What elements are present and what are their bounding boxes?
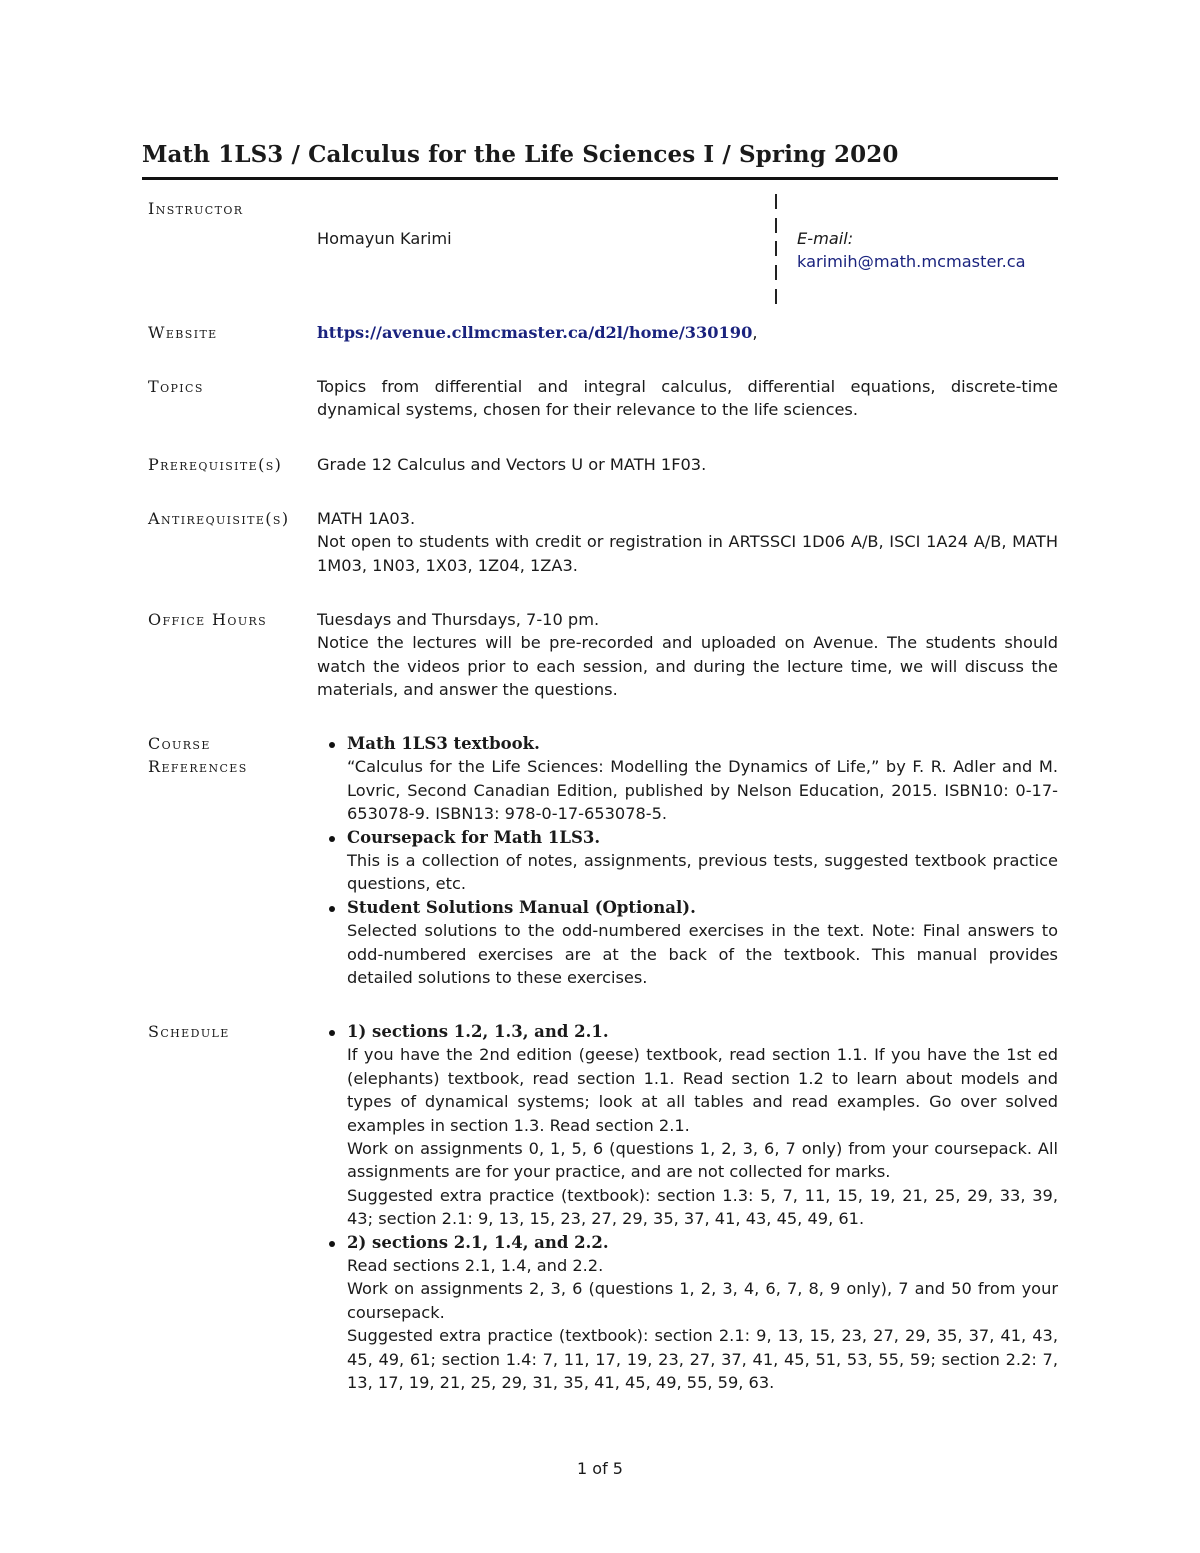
divider-segment — [775, 265, 777, 280]
antirequisites-line1: MATH 1A03. — [317, 509, 416, 528]
divider-segment — [775, 241, 777, 256]
bullet-icon — [329, 836, 335, 842]
schedule-heading: 1) sections 1.2, 1.3, and 2.1. — [347, 1022, 609, 1041]
list-item — [317, 732, 1058, 826]
antirequisites-line2: Not open to students with credit or registration in ARTSSCI 1D06 A/B, ISCI 1A24 A/B, MATH 1M03, 1N03, 1X03, 1Z04, 1ZA3. — [317, 532, 1058, 575]
schedule-list — [317, 1020, 1058, 1395]
schedule-label: Schedule — [148, 1022, 230, 1041]
topics-text: Topics from differential and integral calculus, differential equations, discrete-time dynamical systems, chosen for their relevance to the life sciences. — [317, 377, 1058, 420]
schedule-assignments: Work on assignments 2, 3, 6 (questions 1, 2, 3, 4, 6, 7, 8, 9 only), 7 and 50 from your coursepack. — [347, 1279, 1058, 1322]
schedule-reading: Read sections 2.1, 1.4, and 2.2. — [347, 1256, 604, 1276]
title-rule — [142, 177, 1058, 180]
schedule-heading: 2) sections 2.1, 1.4, and 2.2. — [347, 1232, 609, 1252]
topics-label: Topics — [148, 377, 204, 396]
divider-segment — [775, 218, 777, 233]
list-item — [317, 1231, 1058, 1395]
reference-text: “Calculus for the Life Sciences: Modelling the Dynamics of Life,” by F. R. Adler and M. Lovric, Second Canadian Edition, published by Nelson Education, 2015. ISBN10: 0-17-653078-9. ISBN13: 978-0-17-653078-5. — [347, 757, 1058, 824]
office-hours-text — [317, 608, 1058, 702]
antirequisites-label: Antirequisite(s) — [148, 509, 290, 528]
reference-heading: Math 1LS3 textbook. — [347, 734, 540, 753]
antirequisites-text — [317, 507, 1058, 577]
office-hours-line1: Tuesdays and Thursdays, 7-10 pm. — [317, 610, 600, 629]
prerequisites-text: Grade 12 Calculus and Vectors U or MATH 1F03. — [317, 455, 707, 474]
list-item — [317, 1020, 1058, 1231]
instructor-name: Homayun Karimi — [317, 229, 452, 248]
schedule-assignments: Work on assignments 0, 1, 5, 6 (questions 1, 2, 3, 6, 7 only) from your coursepack. All assignments are for your practice, and are not collected for marks. — [347, 1139, 1058, 1182]
page-title: Math 1LS3 / Calculus for the Life Sciences I / Spring 2020 — [142, 141, 899, 168]
divider-segment — [775, 289, 777, 304]
schedule-reading: If you have the 2nd edition (geese) textbook, read section 1.1. If you have the 1st ed (elephants) textbook, read section 1.1. Read section 1.2 to learn about models and types of dynamical systems; look at all tables and read examples. Go over solved examples in section 1.3. Read section 2.1. — [347, 1045, 1058, 1135]
list-item — [317, 826, 1058, 896]
office-hours-label: Office Hours — [148, 610, 268, 629]
references-label-line1: Course — [148, 734, 211, 753]
references-list — [317, 732, 1058, 989]
website-link[interactable]: https://avenue.cllmcmaster.ca/d2l/home/330190 — [317, 323, 753, 342]
website-label: Website — [148, 323, 218, 342]
email-label: E-mail: — [797, 229, 854, 248]
prerequisites-label: Prerequisite(s) — [148, 455, 283, 474]
bullet-icon — [329, 1241, 335, 1247]
reference-text: This is a collection of notes, assignments, previous tests, suggested textbook practice questions, etc. — [347, 851, 1058, 894]
website-suffix: , — [752, 323, 758, 342]
divider-segment — [775, 194, 777, 209]
schedule-practice: Suggested extra practice (textbook): section 1.3: 5, 7, 11, 15, 19, 21, 25, 29, 33, 39, 43; section 2.1: 9, 13, 15, 23, 27, 29, 35, 37, 41, 43, 45, 49, 61. — [347, 1185, 1058, 1229]
list-item — [317, 896, 1058, 990]
instructor-label: Instructor — [148, 199, 244, 218]
references-label-line2: References — [148, 757, 248, 777]
bullet-icon — [329, 1030, 335, 1036]
email-link[interactable]: karimih@math.mcmaster.ca — [797, 252, 1026, 271]
reference-heading: Student Solutions Manual (Optional). — [347, 897, 696, 917]
office-hours-line2: Notice the lectures will be pre-recorded and uploaded on Avenue. The students should watch the videos prior to each session, and during the lecture time, we will discuss the materials, and answer the questions. — [317, 633, 1058, 700]
reference-heading: Coursepack for Math 1LS3. — [347, 827, 601, 847]
bullet-icon — [329, 906, 335, 912]
references-label — [148, 732, 248, 779]
page-number: 1 of 5 — [577, 1459, 623, 1478]
website-row — [317, 321, 1058, 344]
reference-text: Selected solutions to the odd-numbered exercises in the text. Note: Final answers to odd-numbered exercises are at the back of the textbook. This manual provides detailed solutions to these exercises. — [347, 921, 1058, 988]
schedule-practice: Suggested extra practice (textbook): section 2.1: 9, 13, 15, 23, 27, 29, 35, 37, 41, 43, 45, 49, 61; section 1.4: 7, 11, 17, 19, 23, 27, 37, 41, 45, 51, 53, 55, 59; section 2.2: 7, 13, 17, 19, 21, 25, 29, 31, 35, 41, 45, 49, 55, 59, 63. — [347, 1326, 1058, 1393]
bullet-icon — [329, 742, 335, 748]
